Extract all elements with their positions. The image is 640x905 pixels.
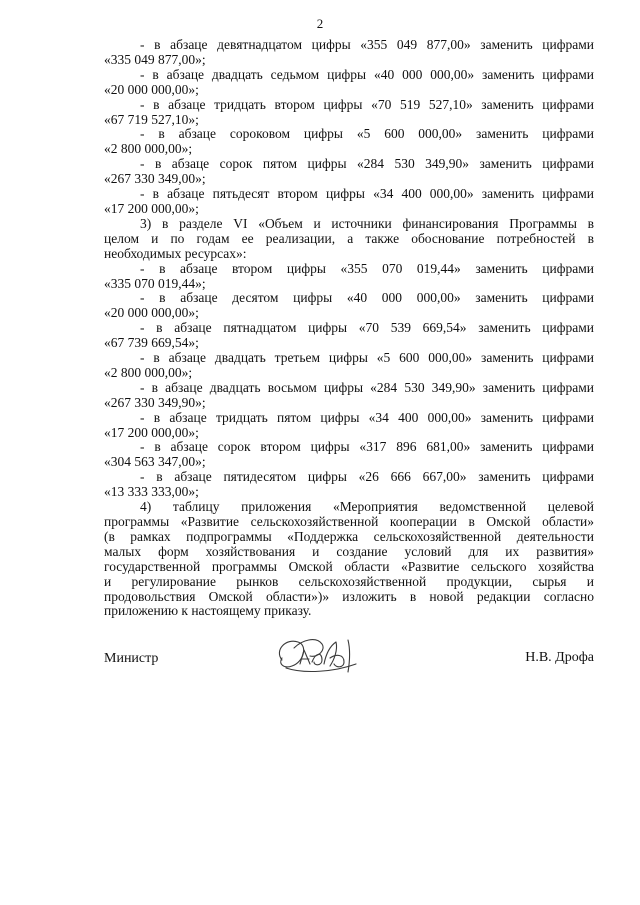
body-line: государственной программы Омской области «Развитие сельского хозяйства (104, 558, 594, 574)
body-line: - в абзаце пятнадцатом цифры «70 539 669,54» заменить цифрами (140, 320, 594, 336)
document-body (104, 38, 594, 619)
body-line: «13 333 333,00»; (104, 484, 199, 500)
body-line: (в рамках подпрограммы «Поддержка сельскохозяйственной деятельности (104, 528, 594, 544)
body-line: программы «Развитие сельскохозяйственной кооперации в Омской области» (104, 514, 594, 529)
signatory-name: Н.В. Дрофа (525, 650, 594, 665)
body-line: целом и по годам ее реализации, а также обоснование потребностей в (104, 230, 594, 246)
body-line: - в абзаце девятнадцатом цифры «355 049 877,00» заменить цифрами (140, 37, 594, 52)
signatory-title: Министр (104, 651, 159, 666)
body-line: - в абзаце сорок втором цифры «317 896 681,00» заменить цифрами (140, 439, 594, 455)
body-line: «20 000 000,00»; (104, 81, 199, 97)
body-line: - в абзаце сорок пятом цифры «284 530 349,90» заменить цифрами (140, 156, 594, 172)
body-line: 3) в разделе VI «Объем и источники финансирования Программы в (140, 215, 594, 231)
body-line: «335 049 877,00»; (104, 51, 206, 67)
body-line: «67 739 669,54»; (104, 335, 199, 351)
body-line: «335 070 019,44»; (104, 275, 206, 291)
body-line: «20 000 000,00»; (104, 305, 199, 321)
signature-block (104, 624, 594, 684)
body-line: - в абзаце двадцать третьем цифры «5 600 000,00» заменить цифрами (140, 350, 594, 366)
page-number: 2 (316, 16, 324, 31)
body-line: «17 200 000,00»; (104, 200, 199, 216)
body-line: - в абзаце втором цифры «355 070 019,44» заменить цифрами (140, 260, 594, 276)
body-line: - в абзаце двадцать восьмом цифры «284 530 349,90» заменить цифрами (140, 379, 594, 395)
body-line: - в абзаце пятидесятом цифры «26 666 667,00» заменить цифрами (140, 469, 594, 485)
body-line: - в абзаце тридцать втором цифры «70 519 527,10» заменить цифрами (140, 96, 594, 112)
body-line: «267 330 349,90»; (104, 394, 206, 410)
body-line: - в абзаце сороковом цифры «5 600 000,00» заменить цифрами (140, 126, 594, 142)
body-line: - в абзаце тридцать пятом цифры «34 400 000,00» заменить цифрами (140, 409, 594, 425)
body-line: необходимых ресурсах»: (104, 245, 247, 261)
body-line: 4) таблицу приложения «Мероприятия ведомственной целевой (140, 499, 594, 515)
body-line: «304 563 347,00»; (104, 454, 206, 470)
body-line: - в абзаце пятьдесят втором цифры «34 400 000,00» заменить цифрами (140, 186, 594, 202)
body-line: приложению к настоящему приказу. (104, 603, 312, 619)
handwritten-signature (264, 628, 374, 682)
body-line: продовольствия Омской области»)» изложить в новой редакции согласно (104, 588, 594, 604)
body-line: и регулирование рынков сельскохозяйственной продукции, сырья и (104, 573, 594, 589)
body-line: «17 200 000,00»; (104, 424, 199, 440)
body-line: - в абзаце двадцать седьмом цифры «40 000 000,00» заменить цифрами (140, 66, 594, 82)
body-line: малых форм хозяйствования и создание условий для их развития» (104, 543, 594, 559)
body-line: - в абзаце десятом цифры «40 000 000,00» заменить цифрами (140, 290, 594, 306)
body-line: «2 800 000,00»; (104, 141, 193, 157)
body-line: «267 330 349,00»; (104, 171, 206, 187)
body-line: «2 800 000,00»; (104, 364, 193, 380)
body-line: «67 719 527,10»; (104, 111, 199, 127)
